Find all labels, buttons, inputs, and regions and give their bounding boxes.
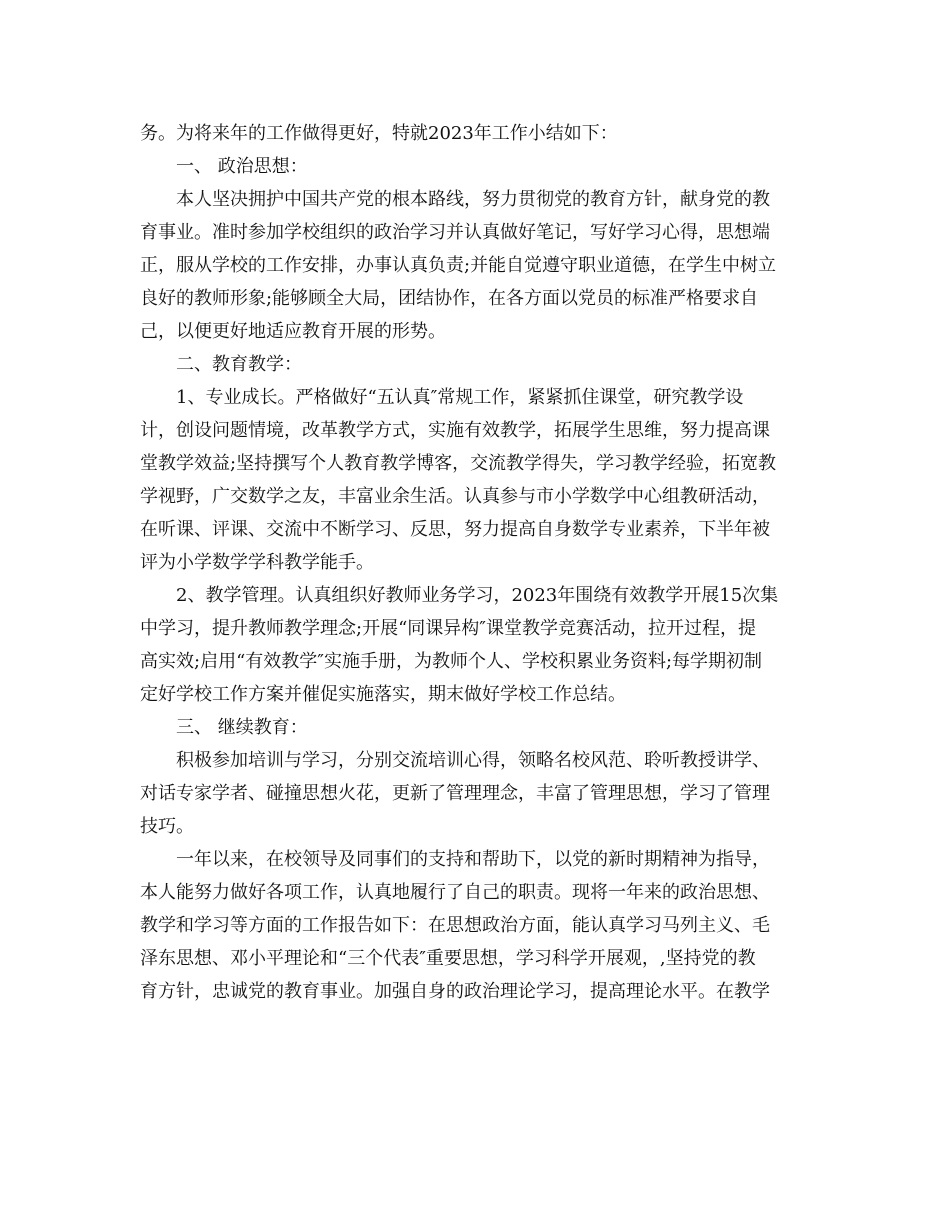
- text-line: 堂教学效益;坚持撰写个人教育教学博客，交流教学得失，学习教学经验，拓宽教: [140, 453, 777, 474]
- text-line: 积极参加培训与学习，分别交流培训心得，领略名校风范、聆听教授讲学、: [176, 750, 770, 771]
- section-heading-continuing-education: 三、 继续教育：: [176, 717, 308, 738]
- text-line: 本人能努力做好各项工作，认真地履行了自己的职责。现将一年来的政治思想、: [140, 882, 770, 903]
- text-line: 对话专家学者、碰撞思想火花，更新了管理理念，丰富了管理思想，学习了管理: [140, 783, 770, 804]
- text-line: 己，以便更好地适应教育开展的形势。: [140, 321, 446, 342]
- text-line: 高实效;启用“有效教学″实施手册，为教师个人、学校积累业务资料;每学期初制: [140, 651, 763, 672]
- text-line: 一年以来，在校领导及同事们的支持和帮助下，以党的新时期精神为指导，: [176, 849, 770, 870]
- text-line: 学视野，广交数学之友，丰富业余生活。认真参与市小学数学中心组教研活动，: [140, 486, 770, 507]
- section-heading-politics: 一、 政治思想：: [176, 156, 308, 177]
- text-line: 教学和学习等方面的工作报告如下：在思想政治方面，能认真学习马列主义、毛: [140, 915, 770, 936]
- text-line: 正，服从学校的工作安排，办事认真负责;并能自觉遵守职业道德，在学生中树立: [140, 255, 777, 276]
- text-line: 定好学校工作方案并催促实施落实，期末做好学校工作总结。: [140, 684, 626, 705]
- text-line: 技巧。: [140, 816, 194, 837]
- text-line: 育方针，忠诚党的教育事业。加强自身的政治理论学习，提高理论水平。在教学: [140, 981, 770, 1002]
- text-line: 1、专业成长。严格做好“五认真″常规工作，紧紧抓住课堂，研究教学设: [176, 387, 744, 408]
- text-line: 务。为将来年的工作做得更好，特就2023年工作小结如下：: [140, 123, 618, 144]
- text-line: 2、教学管理。认真组织好教师业务学习，2023年围绕有效教学开展15次集: [176, 585, 779, 606]
- text-line: 中学习，提升教师教学理念;开展“同课异构″课堂教学竞赛活动，拉开过程，提: [140, 618, 756, 639]
- text-line: 本人坚决拥护中国共产党的根本路线，努力贯彻党的教育方针，献身党的教: [176, 189, 770, 210]
- text-line: 良好的教师形象;能够顾全大局，团结协作，在各方面以党员的标准严格要求自: [140, 288, 759, 309]
- text-line: 泽东思想、邓小平理论和“三个代表″重要思想，学习科学开展观，,坚持党的教: [140, 948, 756, 969]
- document-body: [140, 117, 800, 1008]
- text-line: 评为小学数学学科教学能手。: [140, 552, 374, 573]
- text-line: 计，创设问题情境，改革教学方式，实施有效教学，拓展学生思维，努力提高课: [140, 420, 770, 441]
- text-line: 育事业。准时参加学校组织的政治学习并认真做好笔记，写好学习心得，思想端: [140, 222, 770, 243]
- section-heading-teaching: 二、教育教学：: [176, 354, 302, 375]
- text-line: 在听课、评课、交流中不断学习、反思，努力提高自身数学专业素养，下半年被: [140, 519, 770, 540]
